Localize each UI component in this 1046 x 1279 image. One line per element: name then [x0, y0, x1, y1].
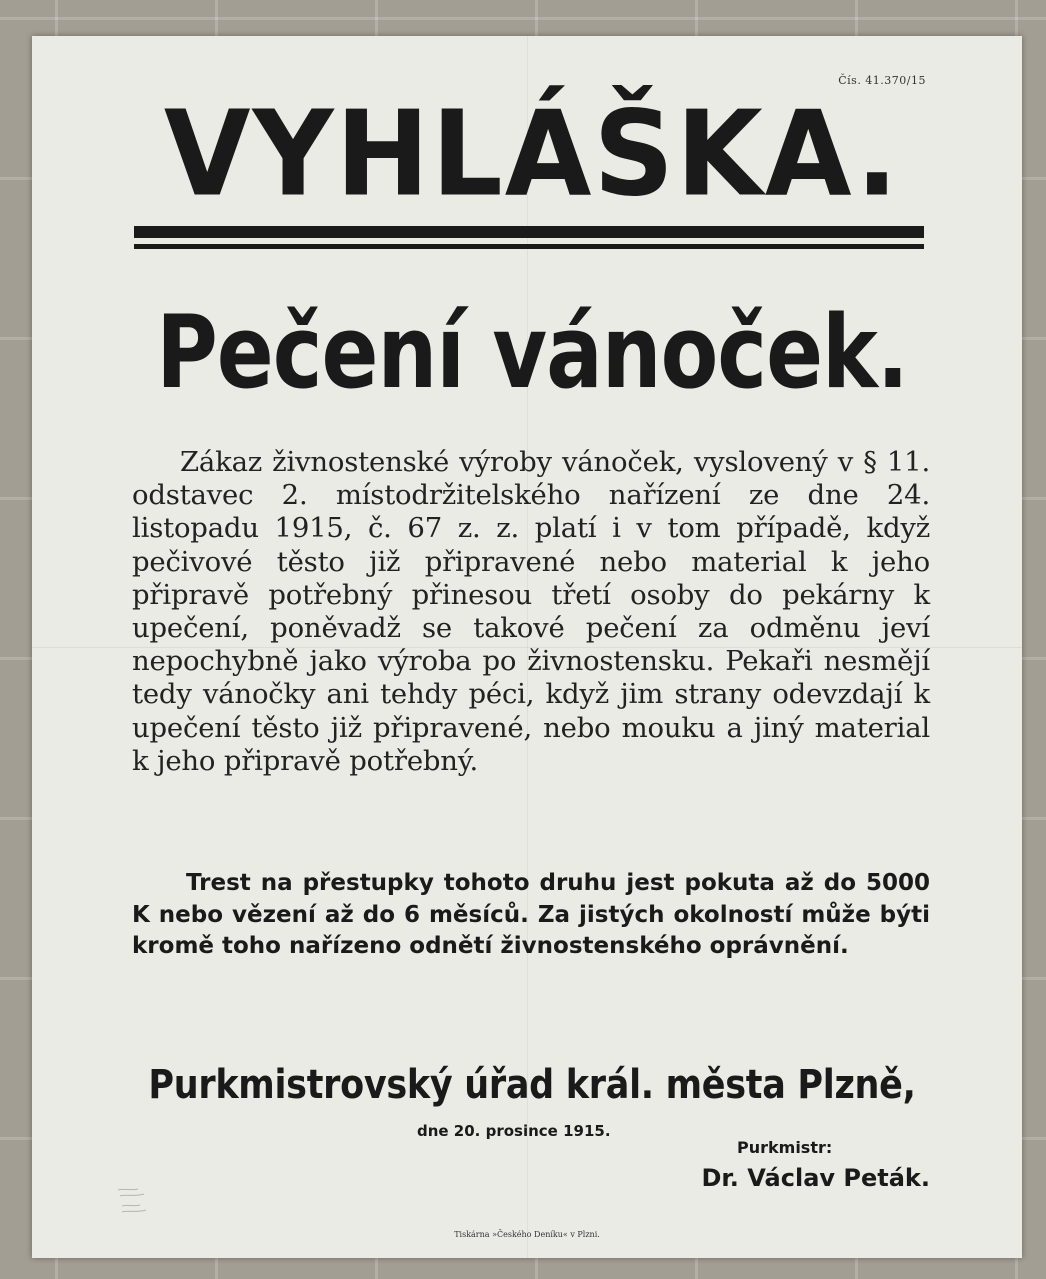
penalty-paragraph: Trest na přestupky tohoto druhu jest pokuta až do 5000 K nebo vězení až do 6 měsíců. Za jistých okolností může býti kromě toho nařízeno odnětí živnostenského oprávnění.	[132, 870, 930, 959]
title-rule-thick	[134, 226, 924, 238]
issuing-office: Purkmistrovský úřad král. města Plzně,	[148, 1062, 916, 1109]
archive-pencil-mark	[114, 1182, 154, 1222]
poster-sheet	[32, 36, 1022, 1258]
issue-date: dne 20. prosince 1915.	[417, 1122, 611, 1140]
poster-subtitle: Pečení vánoček.	[156, 293, 908, 412]
mayor-signature-name: Dr. Václav Peták.	[701, 1164, 930, 1192]
printer-credit: Tiskárna »Českého Deníku« v Plzni.	[454, 1230, 600, 1239]
body-paragraph: Zákaz živnostenské výroby vánoček, vyslovený v § 11. odstavec 2. místodržitelského nařízení ze dne 24. listopadu 1915, č. 67 z. z. platí i v tom případě, když pečivové těsto již připravené nebo material k jeho připravě potřebný přinesou třetí osoby do pekárny k upečení, poněvadž se takové pečení za odměnu jeví nepochybně jako výroba po živnostensku. Pekaři nesmějí tedy vánočky ani tehdy péci, když jim strany odevzdají k upečení těsto již připravené, nebo mouku a jiný material k jeho připravě potřebný.	[132, 446, 930, 777]
title-rule-thin	[134, 244, 924, 249]
mayor-title: Purkmistr:	[737, 1138, 833, 1157]
reference-number: Čís. 41.370/15	[838, 74, 926, 87]
poster-title: VYHLÁŠKA.	[163, 86, 901, 224]
